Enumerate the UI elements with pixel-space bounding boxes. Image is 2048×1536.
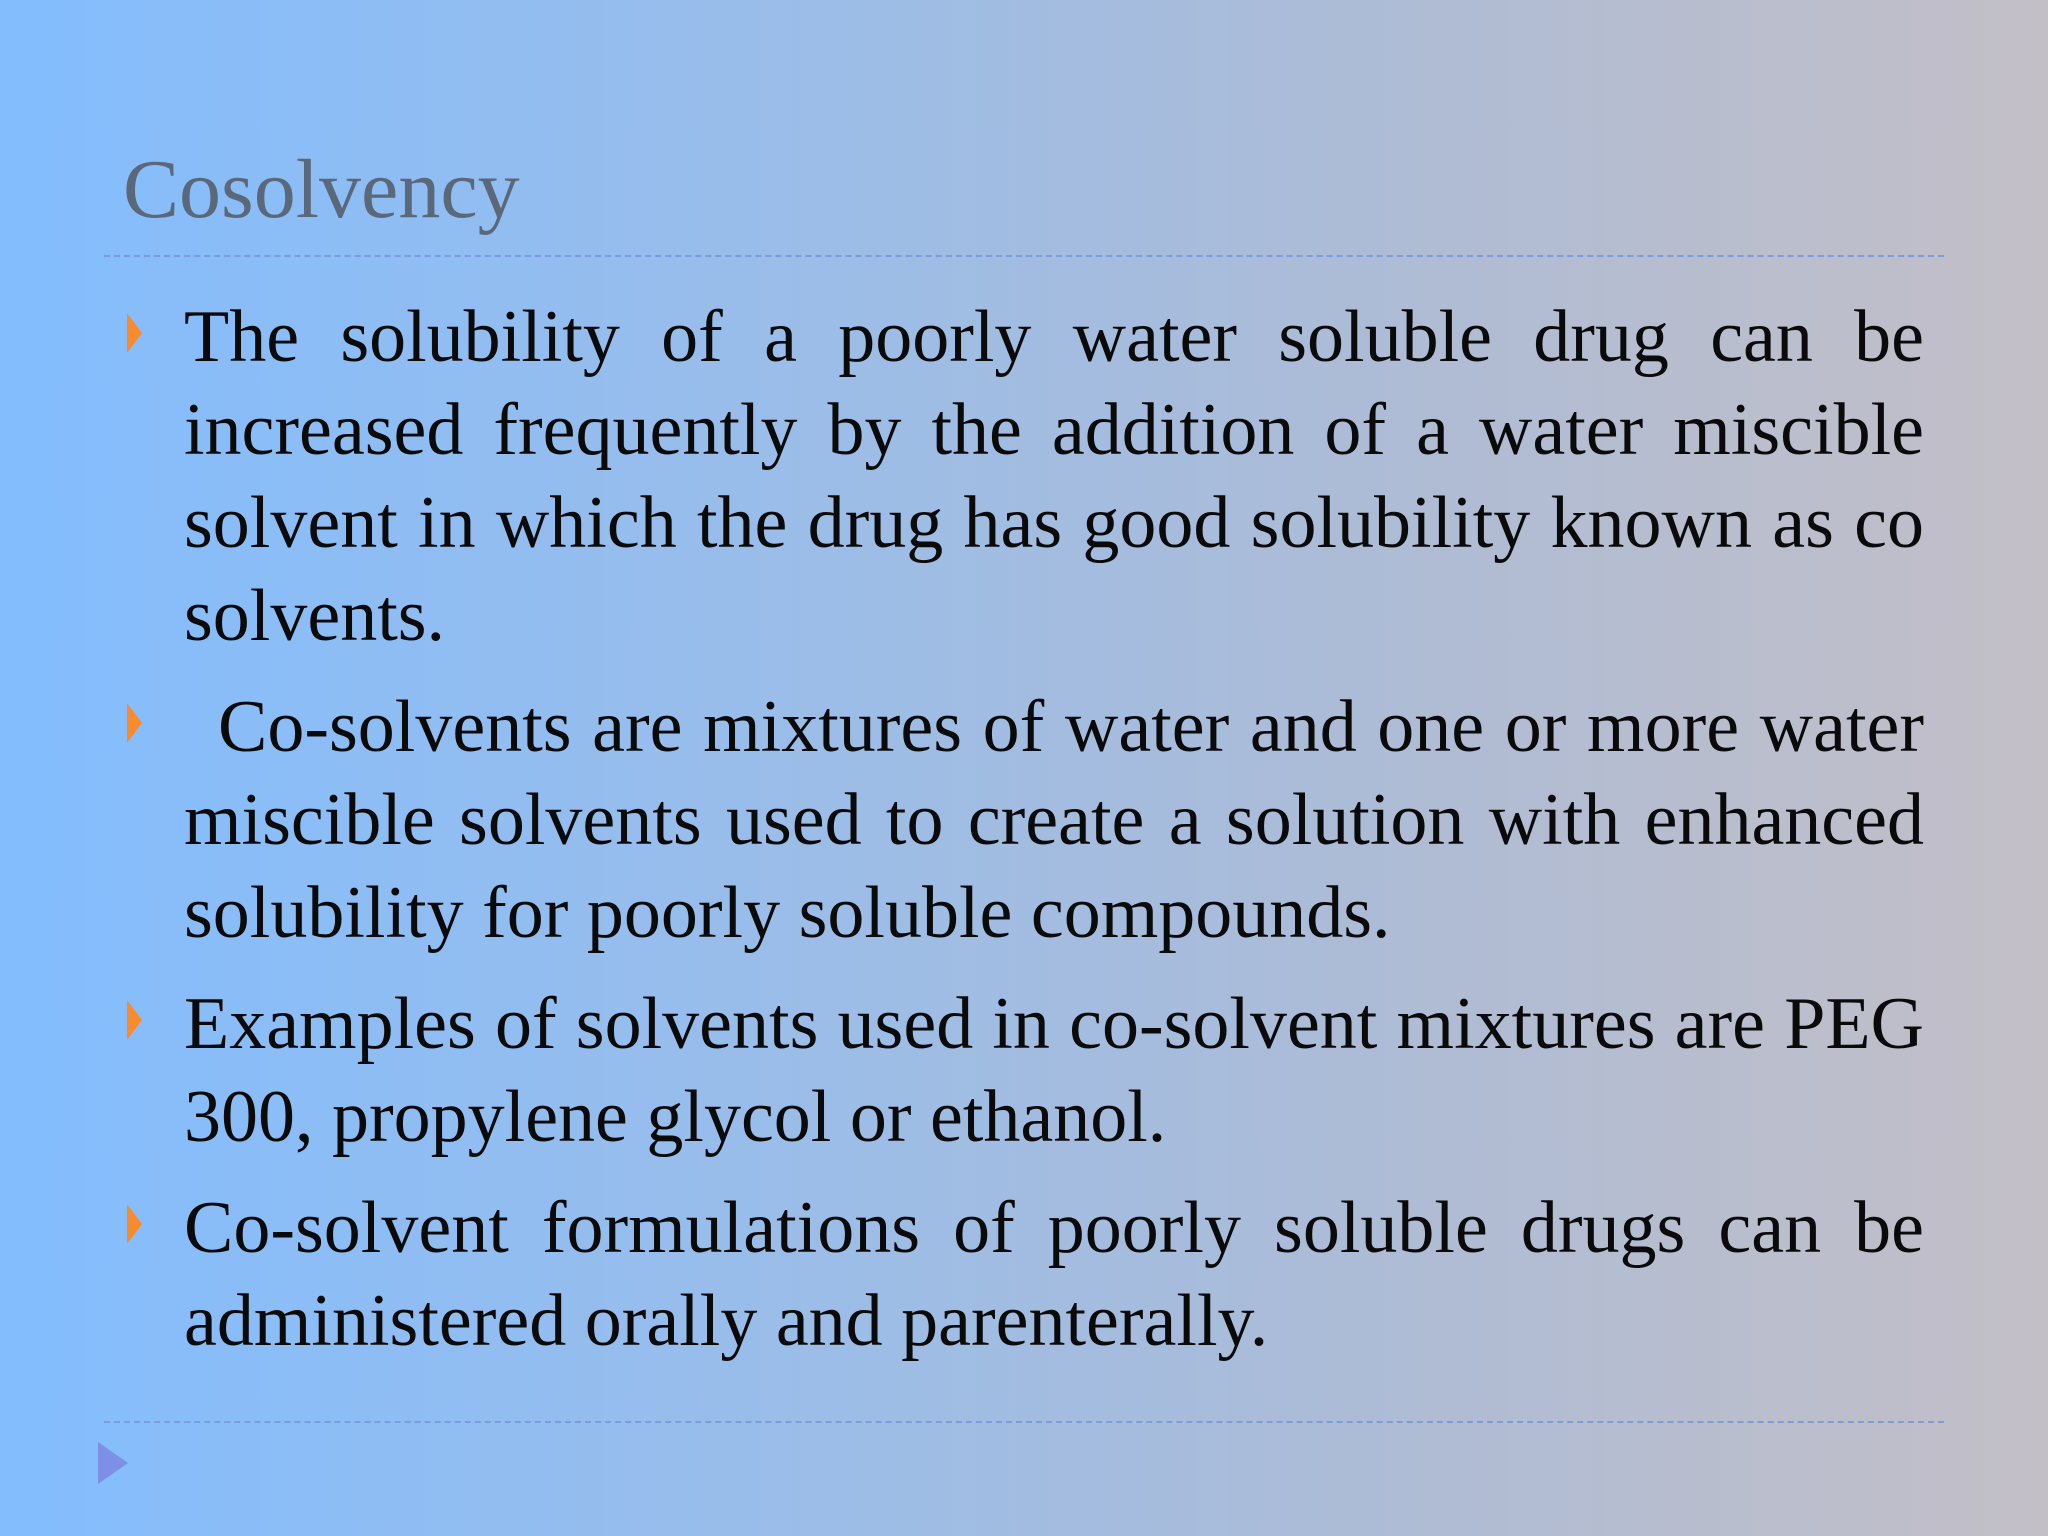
bullet-text: Examples of solvents used in co-solvent mixtures are PEG 300, propylene glycol or ethanol.: [184, 983, 1924, 1158]
slide-title: Cosolvency: [123, 143, 520, 236]
bullet-item: [184, 681, 1924, 960]
bullet-text: The solubility of a poorly water soluble drug can be increased frequently by the addition of a water miscible solvent in which the drug has good solubility known as co solvents.: [184, 296, 1924, 657]
footer-divider: [104, 1421, 1944, 1423]
next-slide-icon[interactable]: [98, 1442, 128, 1484]
bullet-list: [184, 291, 1924, 1386]
bullet-item: [184, 1182, 1924, 1368]
bullet-arrow-icon: [127, 1204, 142, 1244]
bullet-text: Co-solvent formulations of poorly soluble drugs can be administered orally and parenterally.: [184, 1187, 1924, 1362]
bullet-text: Co-solvents are mixtures of water and one or more water miscible solvents used to create a solution with enhanced solubility for poorly soluble compounds.: [184, 686, 1924, 954]
bullet-arrow-icon: [127, 1000, 142, 1040]
bullet-item: [184, 291, 1924, 663]
title-divider: [104, 255, 1944, 257]
bullet-arrow-icon: [127, 313, 142, 353]
bullet-arrow-icon: [127, 703, 142, 743]
bullet-item: [184, 978, 1924, 1164]
